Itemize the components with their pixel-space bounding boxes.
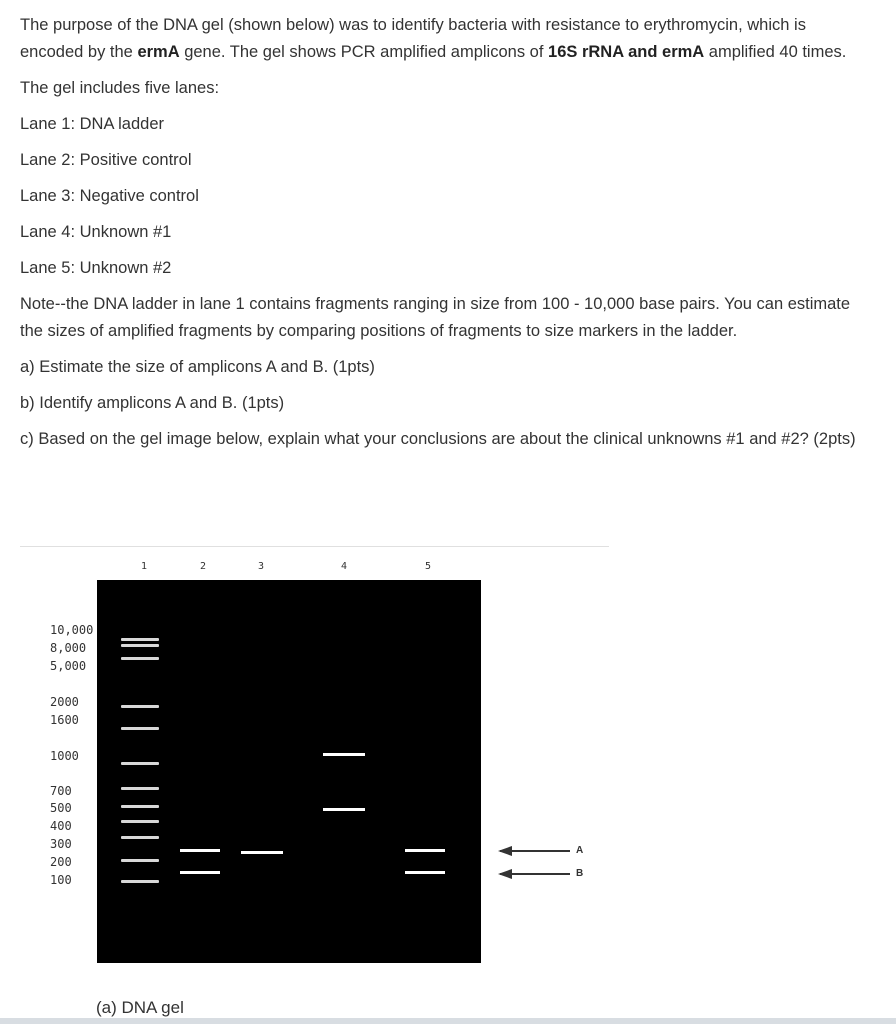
- ladder-band-10000: [121, 638, 159, 641]
- ladder-note: Note--the DNA ladder in lane 1 contains fragments ranging in size from 100 - 10,000 base pairs. You can estimate the sizes of amplified fragments by comparing positions of fragments to size markers in the ladder.: [20, 295, 851, 340]
- intro-text-2: gene. The gel shows PCR amplified amplicons of: [179, 43, 549, 61]
- intro-paragraph: [20, 12, 870, 66]
- gel-figure: [20, 546, 609, 985]
- lane3-band: [241, 851, 283, 854]
- ladder-label-100: 100: [50, 873, 72, 887]
- lane-item-3: Lane 3: Negative control: [20, 187, 199, 205]
- lane-number-1: 1: [140, 561, 148, 572]
- lanes-intro: The gel includes five lanes:: [20, 79, 220, 97]
- ladder-band-100: [121, 880, 159, 883]
- ladder-band-1600: [121, 727, 159, 730]
- lane-number-4: 4: [340, 561, 348, 572]
- bottom-divider: [0, 1018, 896, 1024]
- ladder-band-300: [121, 836, 159, 839]
- ladder-label-8000: 8,000: [50, 641, 87, 655]
- lane5-band-b: [405, 871, 445, 874]
- lane-number-5: 5: [424, 561, 432, 572]
- figure-caption: (a) DNA gel: [96, 998, 184, 1017]
- question-c: c) Based on the gel image below, explain what your conclusions are about the clinical unknowns #1 and #2? (2pts): [20, 430, 856, 448]
- ladder-band-5000: [121, 657, 159, 660]
- ladder-label-700: 700: [50, 784, 72, 798]
- arrow-b-line: [500, 873, 570, 875]
- lane4-band-lower: [323, 808, 365, 811]
- lane2-band-b: [180, 871, 220, 874]
- ladder-label-2000: 2000: [50, 695, 79, 709]
- question-a: a) Estimate the size of amplicons A and B. (1pts): [20, 358, 375, 376]
- arrow-a-line: [500, 850, 570, 852]
- ladder-band-8000: [121, 644, 159, 647]
- gene-name: ermA: [137, 43, 180, 61]
- question-text: [20, 12, 870, 453]
- ladder-band-400: [121, 820, 159, 823]
- ladder-band-2000: [121, 705, 159, 708]
- lane-item-2: Lane 2: Positive control: [20, 151, 192, 169]
- ladder-label-400: 400: [50, 819, 72, 833]
- ladder-band-1000: [121, 762, 159, 765]
- ladder-band-200: [121, 859, 159, 862]
- ladder-label-10000: 10,000: [50, 623, 94, 637]
- lane-item-5: Lane 5: Unknown #2: [20, 259, 172, 277]
- lane-item-1: Lane 1: DNA ladder: [20, 115, 165, 133]
- question-b: b) Identify amplicons A and B. (1pts): [20, 394, 285, 412]
- ladder-label-500: 500: [50, 801, 72, 815]
- lane5-band-a: [405, 849, 445, 852]
- lane-number-2: 2: [199, 561, 207, 572]
- ladder-band-700: [121, 787, 159, 790]
- intro-text-1: The purpose of the DNA gel (shown below) was to identify bacteria with resistance to erythromycin, which is encoded by the: [20, 16, 806, 61]
- ladder-label-300: 300: [50, 837, 72, 851]
- amplicon-label-a: A: [576, 845, 584, 856]
- amplicon-targets: 16S rRNA and ermA: [548, 43, 705, 61]
- ladder-label-5000: 5,000: [50, 659, 87, 673]
- lane4-band-upper: [323, 753, 365, 756]
- lane-number-3: 3: [257, 561, 265, 572]
- ladder-label-1600: 1600: [50, 713, 79, 727]
- ladder-label-1000: 1000: [50, 749, 79, 763]
- ladder-band-500: [121, 805, 159, 808]
- intro-text-3: amplified 40 times.: [704, 43, 847, 61]
- amplicon-label-b: B: [576, 868, 584, 879]
- lane-item-4: Lane 4: Unknown #1: [20, 223, 172, 241]
- gel-image: [97, 580, 481, 963]
- ladder-label-200: 200: [50, 855, 72, 869]
- lane2-band-a: [180, 849, 220, 852]
